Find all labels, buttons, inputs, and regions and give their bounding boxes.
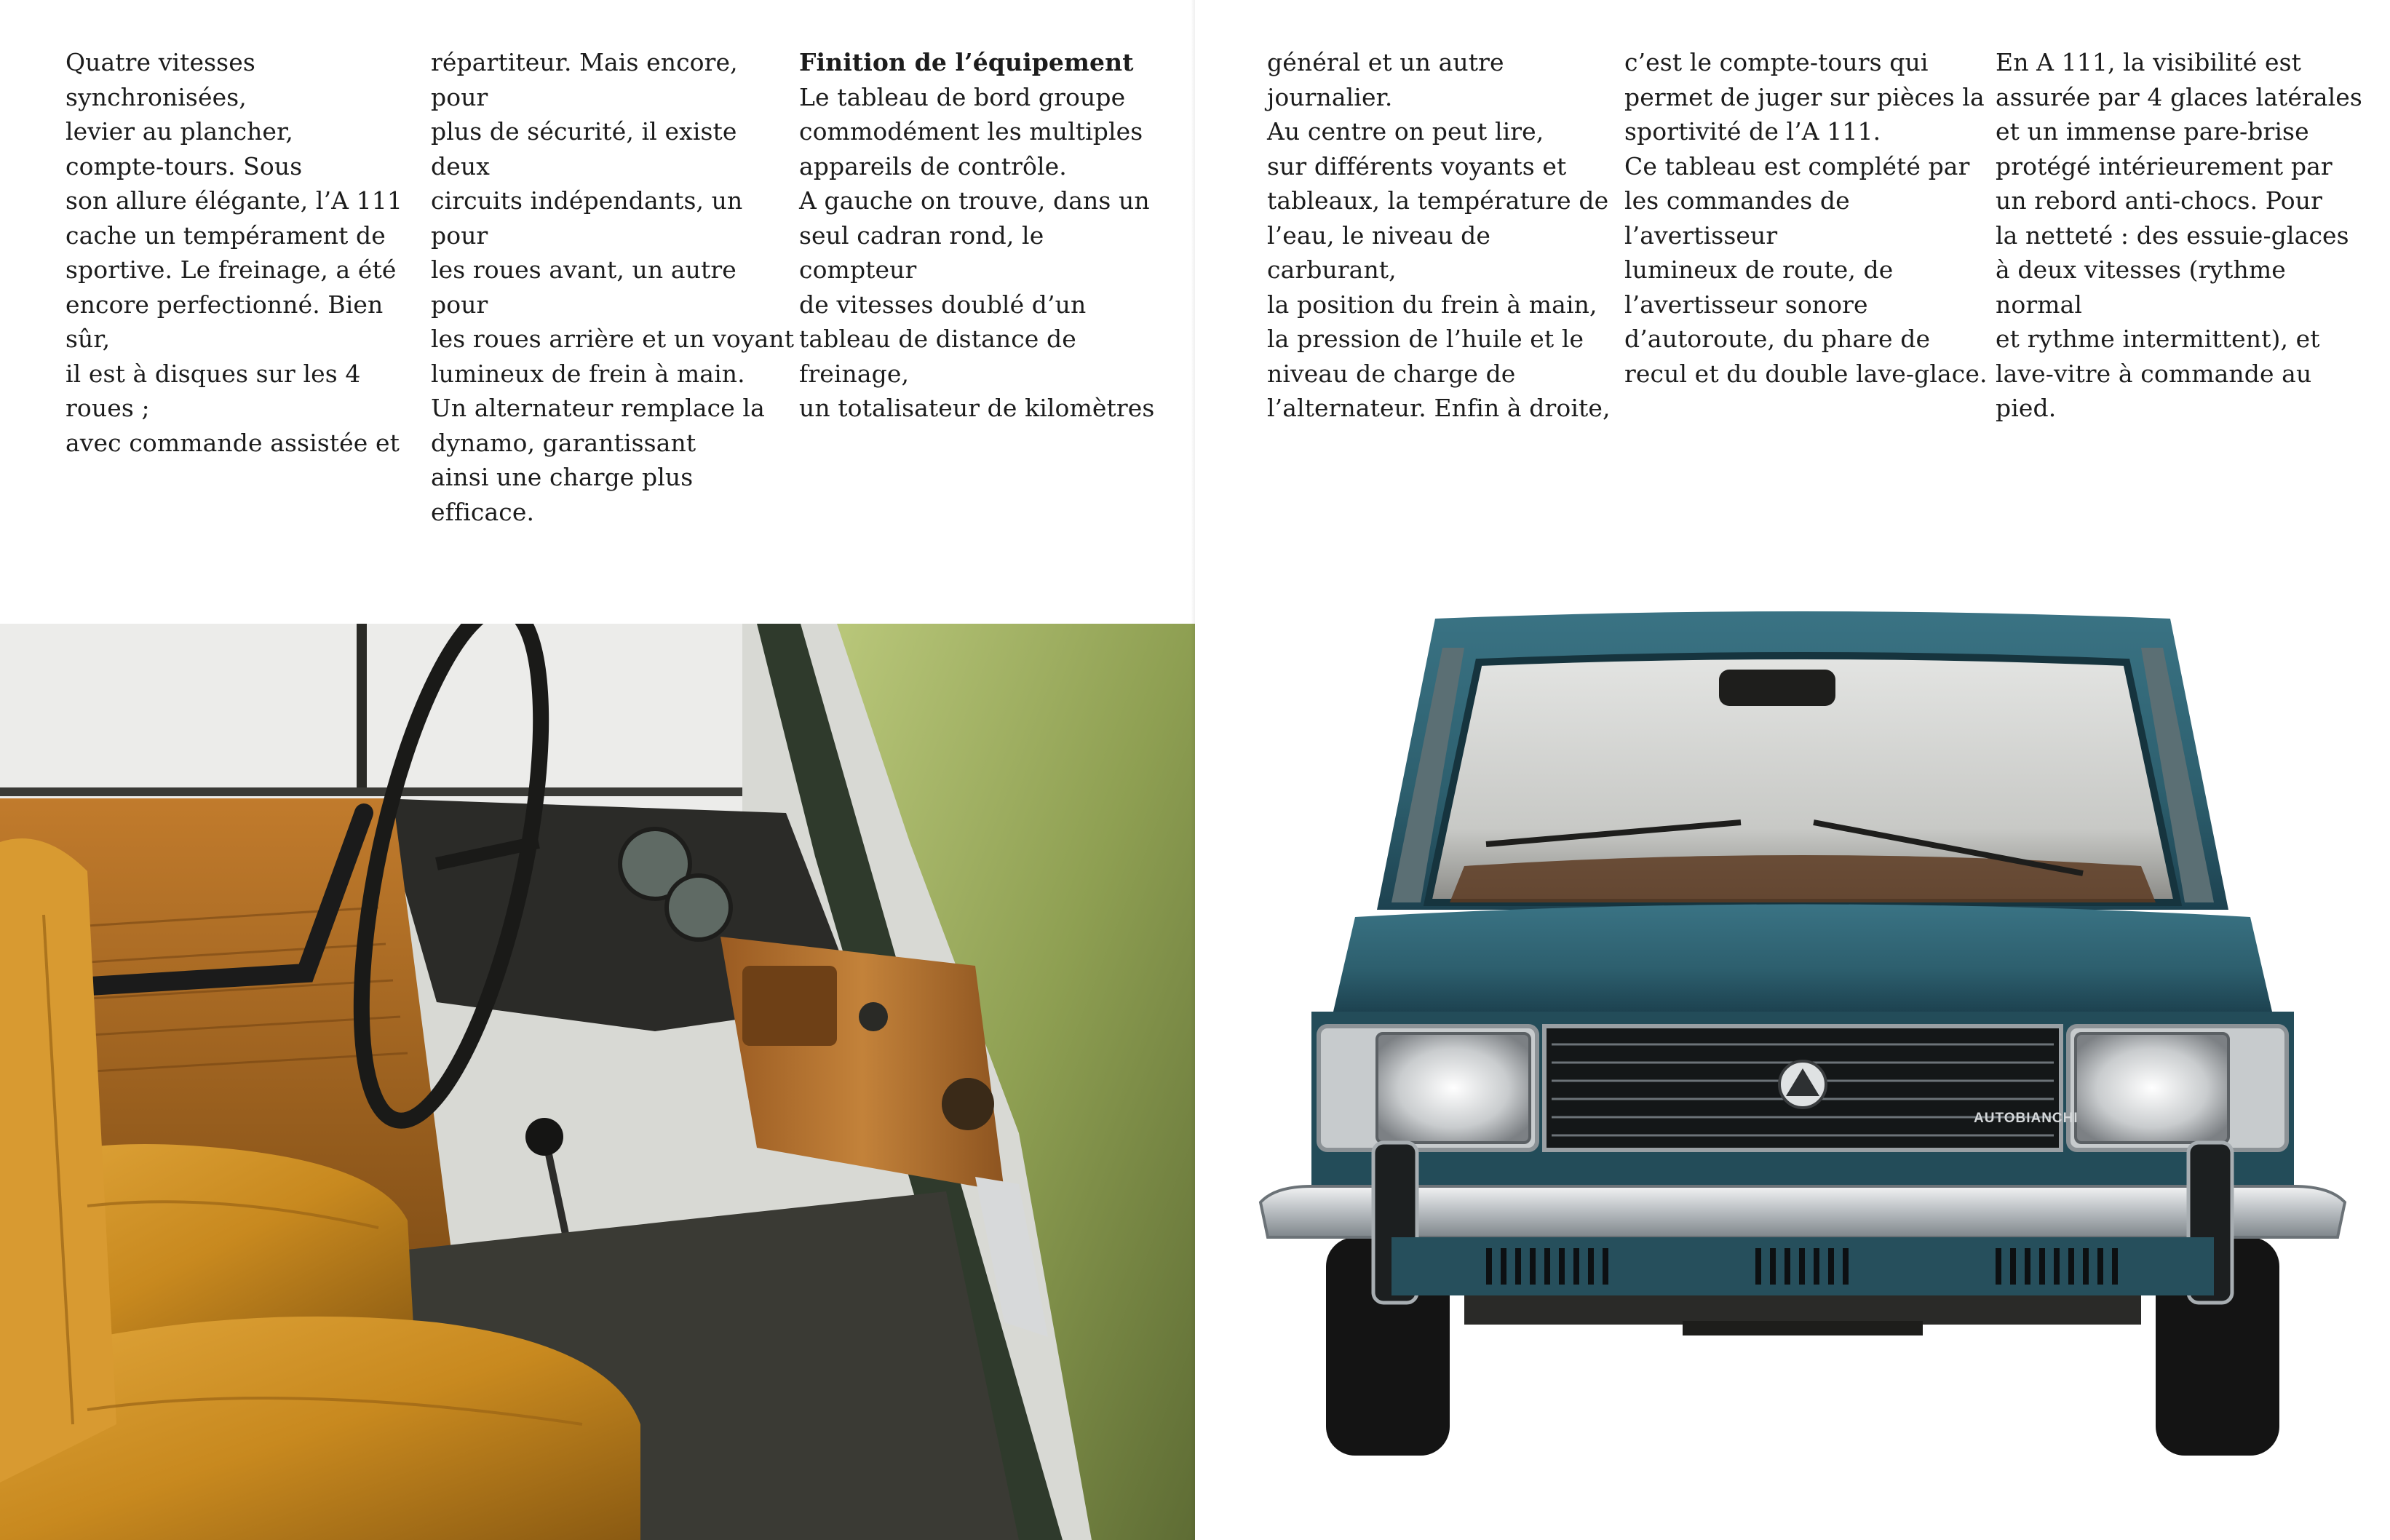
left-text-column-3-body: Le tableau de bord groupe commodément les multiples appareils de contrôle. A gauche on trouve, dans un seul cadran rond, le compteur de vitesses doublé d’un tableau de distance de freinage, un totalisateur de kilomètres [799, 82, 1155, 422]
section-heading: Finition de l’équipement [799, 48, 1134, 76]
left-text-column-1: Quatre vitesses synchronisées, levier au plancher, compte-tours. Sous son allure élégante, l’A 111 cache un tempérament de sportive. Le freinage, a été encore perfectionné. Bien sûr, il est à disques sur les 4 roues ; avec commande assistée et [65, 48, 402, 457]
car-badge-text: AUTOBIANCHI [1974, 1111, 2079, 1126]
right-text-column-3: En A 111, la visibilité est assurée par 4 glaces latérales et un immense pare-brise protégé intérieurement par un rebord anti-chocs. Pour la netteté : des essuie-glaces à deux vitesses (rythme normal et rythme intermittent), et lave-vitre à commande au pied. [1996, 48, 2362, 422]
left-text-column-3 [799, 45, 1163, 426]
right-page [1195, 0, 2390, 1540]
right-text-column-2: c’est le compte-tours qui permet de juger sur pièces la sportivité de l’A 111. Ce tableau est complété par les commandes de l’avertisseur lumineux de route, de l’avertisseur sonore d’autoroute, du phare de recul et du double lave-glace. [1624, 48, 1988, 388]
interior-photo [0, 624, 1195, 1540]
car-front-photo [1246, 604, 2359, 1477]
right-text-column-1: général et un autre journalier. Au centre on peut lire, sur différents voyants et tableaux, la température de l’eau, le niveau de carburant, la position du frein à main, la pression de l’huile et le niveau de charge de l’alternateur. Enfin à droite, [1267, 48, 1611, 422]
left-text-column-2: répartiteur. Mais encore, pour plus de sécurité, il existe deux circuits indépendants, un pour les roues avant, un autre pour les roues arrière et un voyant lumineux de frein à main. Un alternateur remplace la dynamo, garantissant ainsi une charge plus efficace. [431, 48, 795, 526]
